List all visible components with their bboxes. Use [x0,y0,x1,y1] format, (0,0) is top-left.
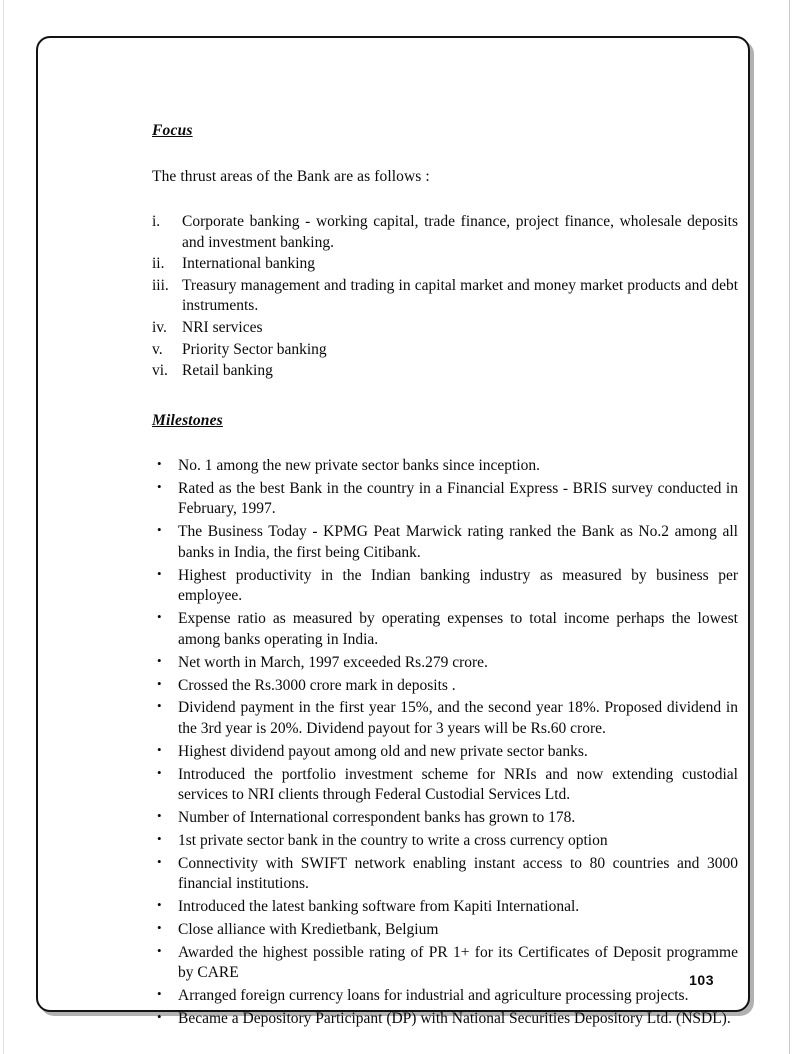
list-item-label: Expense ratio as measured by operating expenses to total income perhaps the lowest among banks operating in India. [178,610,738,648]
list-item [152,943,738,985]
page-number: 103 [689,972,714,988]
bullet-icon: • [157,897,162,913]
list-item-label: Priority Sector banking [182,340,327,358]
milestones-section [152,412,738,430]
list-item-label: Crossed the Rs.3000 crore mark in deposits . [178,676,456,694]
focus-intro-text: The thrust areas of the Bank are as follows : [152,168,430,185]
list-item [152,698,738,740]
list-item-label: Retail banking [182,362,273,380]
bullet-icon: • [157,919,162,935]
list-item [152,318,738,339]
bullet-icon: • [157,609,162,625]
list-item-label: Awarded the highest possible rating of PR 1+ for its Certificates of Deposit programme by CARE [178,943,738,982]
focus-heading: Focus [152,122,193,139]
list-item [152,808,738,829]
bullet-icon: • [157,986,162,1002]
list-item-label: NRI services [182,319,263,337]
list-item [152,831,738,852]
list-item [152,361,738,382]
list-item [152,676,738,697]
bullet-icon: • [157,522,162,538]
list-item-label: Net worth in March, 1997 exceeded Rs.279 crore. [178,653,488,671]
milestones-list [152,456,738,1030]
list-item [152,609,738,651]
bullet-icon: • [157,675,162,691]
list-item [152,456,738,477]
list-item-label: Treasury management and trading in capital market and money market products and debt instruments. [182,276,738,315]
list-item [152,340,738,361]
bullet-icon: • [157,455,162,471]
list-item-label: 1st private sector bank in the country to write a cross currency option [178,831,608,849]
list-item-label: Highest productivity in the Indian banking industry as measured by business per employee. [178,566,738,605]
list-item [152,1009,738,1030]
list-item [152,653,738,674]
page-frame-border [36,36,750,1028]
page-content [152,122,738,1032]
list-item-marker: iv. [152,319,167,337]
list-item-label: No. 1 among the new private sector banks since inception. [178,456,540,474]
list-item-marker: i. [152,213,161,230]
list-item-label: Introduced the latest banking software from Kapiti International. [178,898,580,916]
list-item [152,254,738,275]
list-item [152,986,738,1007]
list-item [152,212,738,253]
list-item-marker: v. [152,340,163,358]
list-item [152,897,738,918]
bullet-icon: • [157,764,162,780]
scan-artifact-left-edge [3,0,4,1054]
list-item [152,276,738,317]
list-item-label: Rated as the best Bank in the country in a Financial Express - BRIS survey conducted in February, 1997. [178,479,738,518]
milestones-heading: Milestones [152,411,223,429]
list-item [152,742,738,763]
list-item [152,566,738,608]
list-item-label: Arranged foreign currency loans for industrial and agriculture processing projects. [178,987,689,1005]
list-item-marker: iii. [152,276,169,294]
bullet-icon: • [157,478,162,494]
list-item-label: Corporate banking - working capital, trade finance, project finance, wholesale deposits and investment banking. [182,213,738,251]
bullet-icon: • [157,942,162,958]
bullet-icon: • [157,565,162,581]
bullet-icon: • [157,830,162,846]
list-item-label: The Business Today - KPMG Peat Marwick rating ranked the Bank as No.2 among all banks in India, the first being Citibank. [178,523,738,561]
bullet-icon: • [157,853,162,869]
bullet-icon: • [157,741,162,757]
list-item-label: Became a Depository Participant (DP) with National Securities Depository Ltd. (NSDL). [178,1010,731,1028]
list-item [152,920,738,941]
bullet-icon: • [157,808,162,824]
list-item-label: Introduced the portfolio investment scheme for NRIs and now extending custodial services to NRI clients through Federal Custodial Services Ltd. [178,765,738,804]
list-item [152,522,738,564]
bullet-icon: • [157,652,162,668]
focus-thrust-areas-list [152,212,738,382]
list-item-marker: vi. [152,362,168,380]
list-item-label: International banking [182,255,315,273]
list-item [152,765,738,807]
scan-artifact-right-edge [789,0,790,1054]
list-item-label: Close alliance with Kredietbank, Belgium [178,920,439,938]
list-item-label: Dividend payment in the first year 15%, and the second year 18%. Proposed dividend in the 3rd year is 20%. Dividend payout for 3 years will be Rs.60 crore. [178,699,738,738]
bullet-icon: • [157,698,162,714]
list-item [152,854,738,896]
list-item-label: Connectivity with SWIFT network enabling instant access to 80 countries and 3000 financial institutions. [178,854,738,893]
bullet-icon: • [157,1009,162,1025]
list-item-marker: ii. [152,255,165,273]
list-item-label: Number of International correspondent banks has grown to 178. [178,809,576,827]
list-item-label: Highest dividend payout among old and new private sector banks. [178,742,588,760]
list-item [152,479,738,521]
